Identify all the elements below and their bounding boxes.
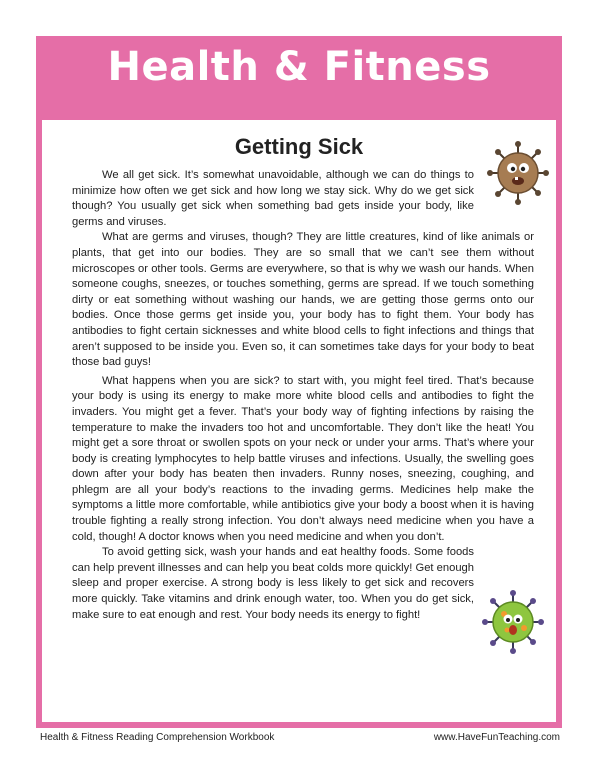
paragraph-3: What happens when you are sick? to start with, you might feel tired. That’s because your body is using its energy to make more white blood cells and antibodies to fight the invaders. You might get a fever. That’s your body way of fighting infections by raising the temperature to make the invaders too hot and uncomfortable. They don’t like the heat! You might get a sore throat or swollen spots on your neck or under your arms. That’s where your body is creating lymphocytes to help battle viruses and infections. Usually, the swelling goes down after your body has beaten then invaders. Runny noses, sneezing, coughing, and phlegm are all your body’s reactions to the invading germs. Medicines help make the symptoms a little more comfortable, while antibiotics give your body a boost when it is having trouble fighting a really strong infection. You don’t always need medicine when you have a cold, though! A doctor knows when you need medicine and when you don’t. bbox=[72, 374, 534, 543]
article-body bbox=[72, 168, 534, 623]
paragraph-4: To avoid getting sick, wash your hands and eat healthy foods. Some foods can help prevent illnesses and can help you beat colds more quickly! Get enough sleep and proper exercise. A strong body is less likely to get sick and recovers more quickly. Take vitamins and drink enough water, too. When you do get sick, make sure to eat enough and rest. Your body needs its energy to fight! bbox=[72, 546, 474, 621]
brown-germ-icon bbox=[486, 140, 550, 206]
paragraph-2: What are germs and viruses, though? They are little creatures, kind of like animals or plants, that get into our bodies. They are so small that we can’t see them without microscopes or other tools. Germs are everywhere, so that is why we wash our hands. When someone coughs, sneezes, or touches something, germs are spread. If we touch something dirty or eat something without washing our hands, we are getting those germs onto our bodies. Once those germs get inside you, your body has to fight them. Your body has antibodies to fight certain sicknesses and white blood cells to fight infections and things that aren’t supposed to be inside you. Even so, it can sometimes take days for your body to beat those bad guys! bbox=[72, 231, 534, 369]
article-panel bbox=[42, 120, 556, 722]
workbook-title: Health & Fitness bbox=[107, 44, 491, 90]
green-germ-icon bbox=[482, 590, 544, 654]
article-title: Getting Sick bbox=[234, 134, 364, 159]
footer-workbook-name: Health & Fitness Reading Comprehension Workbook bbox=[40, 732, 275, 743]
paragraph-1: We all get sick. It’s somewhat unavoidable, although we can do things to minimize how often we get sick and how long we stay sick. Why do we get sick though? You usually get sick when something bad gets inside your body, like germs and viruses. bbox=[72, 169, 474, 228]
footer-website: www.HaveFunTeaching.com bbox=[433, 732, 560, 743]
page-frame bbox=[36, 36, 562, 728]
